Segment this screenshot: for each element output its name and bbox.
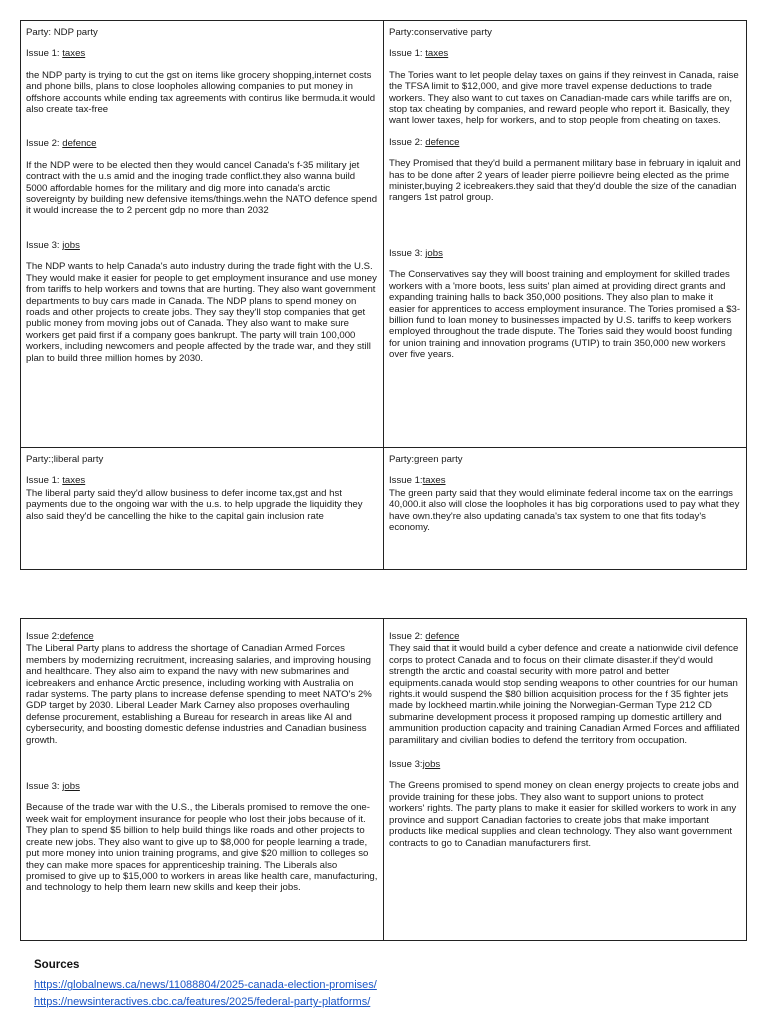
issue-heading bbox=[389, 137, 741, 148]
issue-prefix: Issue 1: bbox=[26, 48, 63, 60]
issue-text: Because of the trade war with the U.S., the Liberals promised to remove the one-week wait for employment insurance for people who lost their jobs because of it. They plan to spend $5 billion to help build things like roads and other projects to create new jobs. They also want to give up to $8,000 for people learning a trade, put more money into union training programs, and give $20 million to colleges so they can make more spaces for apprenticeship training. The Liberals also promised to give up to $15,000 to workers in areas like health care, manufacturing, and technology to help them learn new skills and keep their jobs. bbox=[26, 802, 378, 894]
issue-topic: jobs bbox=[62, 781, 80, 793]
issue-text: The NDP wants to help Canada's auto industry during the trade fight with the U.S. They would make it easier for people to get employment insurance and use money from tariffs to help workers and towns that are hurting. They also want government departments to buy cars made in Canada. The NDP plans to spend money on roads and other projects to create jobs. They say they'll stop companies that get public money from moving jobs out of Canada. They also want to make sure workers get paid first if a company goes bankrupt. The party will train 100,000 workers, including newcomers and people affected by the trade war, and they still plan to build three million homes by 2030. bbox=[26, 261, 377, 364]
table-row bbox=[21, 448, 747, 570]
issue-prefix: Issue 1: bbox=[389, 475, 423, 487]
issue-topic: jobs bbox=[422, 759, 441, 771]
issue-topic: taxes bbox=[62, 475, 86, 487]
party-platform-table-bottom bbox=[20, 618, 747, 941]
issue-heading bbox=[389, 48, 741, 59]
issue-prefix: Issue 1: bbox=[26, 475, 63, 487]
issue-heading bbox=[26, 138, 378, 149]
green-cell bbox=[384, 619, 747, 941]
issue-topic: defence bbox=[59, 631, 94, 642]
sources-section bbox=[34, 960, 377, 1011]
issue-text: The green party said that they would eliminate federal income tax on the earrings 40,000.it also will close the loopholes it has big corporations used to pay what they have own.they're also updating canada's tax system to one that fits today's economy. bbox=[389, 487, 740, 534]
issue-text: They Promised that they'd build a permanent military base in february in iqaluit and has to be done after 2 years of leader pierre poilievre being elected as the prime minister,buying 2 icebreakers.they said that they'd double the size of the canadian rangers 1st patrol group. bbox=[389, 158, 741, 204]
source-link[interactable]: https://newsinteractives.cbc.ca/features/2025/federal-party-platforms/ bbox=[34, 996, 371, 1009]
party-name: Party:green party bbox=[389, 454, 463, 465]
issue-topic: jobs bbox=[62, 239, 80, 251]
ndp-cell bbox=[21, 21, 384, 448]
issue-heading bbox=[26, 781, 378, 792]
party-name: Party: NDP party bbox=[26, 27, 98, 38]
issue-topic: defence bbox=[62, 138, 97, 150]
issue-topic: defence bbox=[425, 631, 460, 642]
issue-prefix: Issue 2: bbox=[389, 631, 426, 642]
issue-topic: defence bbox=[425, 136, 460, 148]
source-link[interactable]: https://globalnews.ca/news/11088804/2025-canada-election-promises/ bbox=[34, 979, 377, 992]
issue-topic: jobs bbox=[425, 247, 443, 259]
issue-text: the NDP party is trying to cut the gst on items like grocery shopping,internet costs and phone bills, plans to close loopholes allowing companies to put money in offshore accounts while ending tax agreements with contirus like bermuda.it would also create tax-free bbox=[26, 69, 376, 116]
green-cell bbox=[384, 448, 747, 570]
issue-prefix: Issue 2: bbox=[26, 631, 60, 642]
party-platform-table-top bbox=[20, 20, 747, 570]
issue-heading bbox=[389, 759, 741, 770]
issue-text: The liberal party said they'd allow business to defer income tax,gst and hst payments due to the ongoing war with the u.s. to help upgrade the liquidity they also said they'd be cancelling the hike to the capital gain inclusion rate bbox=[26, 487, 363, 522]
party-name: Party:conservative party bbox=[389, 27, 492, 38]
issue-prefix: Issue 2: bbox=[26, 138, 63, 150]
conservative-cell bbox=[384, 21, 747, 448]
issue-prefix: Issue 2: bbox=[389, 136, 426, 148]
issue-heading bbox=[26, 48, 378, 59]
issue-heading bbox=[389, 475, 741, 486]
issue-text: The Conservatives say they will boost training and employment for skilled trades workers with a 'more boots, less suits' plan aimed at providing direct grants and expanding training halls to back 350,000 positions. They also plan to make it easier for apprentices to access employment insurance. The Tories promised a $3-billion fund to loan money to businesses impacted by U.S. tariffs to keep workers employed throughout the trade dispute. The Tories said they would boost funding for union training and innovation programs (UTIP) to train 350,000 new workers over five years. bbox=[389, 269, 741, 361]
issue-text: The Liberal Party plans to address the shortage of Canadian Armed Forces members by modernizing recruitment, increasing salaries, and improving housing and healthcare. They also aim to expand the navy with new submarines and icebreakers and enhance Arctic presence, including working with Australia on radar systems. The party plans to increase defense spending to meet NATO's 2% GDP target by 2030. Liberal Leader Mark Carney also proposes overhauling defense procurement, establishing a Bureau for research in areas like AI and cybersecurity, and boosting domestic defense industries and Canadian business growth. bbox=[26, 643, 372, 746]
issue-text: The Tories want to let people delay taxes on gains if they reinvest in Canada, raise the TFSA limit to $12,000, and give more travel expense deductions to trade workers. They also want to cut taxes on Canadian-made cars while tariffs are on, stop tax cheating by companies, and reward people who report it. Basically, they want lower taxes, help for workers, and to stop people from cheating on taxes. bbox=[389, 69, 739, 127]
issue-topic: taxes bbox=[62, 48, 86, 60]
issue-heading bbox=[26, 475, 378, 486]
issue-prefix: Issue 3: bbox=[26, 781, 63, 793]
issue-topic: taxes bbox=[425, 48, 449, 60]
issue-text: If the NDP were to be elected then they would cancel Canada's f-35 military jet contract with the u.s amid and the inoging trade conflict.they also wanna build 5000 affordable homes for the military and dig more into canada's arctic sovereignty by building new defensive items/things.wehn the NATO defence spend it would increase the to 2 percent gdp no more than 2032 bbox=[26, 159, 378, 217]
issue-heading bbox=[389, 248, 741, 259]
issue-heading bbox=[389, 631, 741, 642]
issue-prefix: Issue 1: bbox=[389, 48, 426, 60]
issue-text: They said that it would build a cyber defence and create a nationwide civil defence corps to protect Canada and to focus on their climate disaster.if they'd would strength the arctic and coastal security with more patrol and better equipments.canada would stop sending weapons to other countries for our human rights.it would suspend the $80 billion acquisition process for the f 35 fighter jets made by lockheed martin.while joining the Norwegian-German Type 212 CD submarine development process it proposed ramping up domestic artillery and ammunition production capacity and training Canadian Armed Forces and affiliated paramilitary and civilian bodies to defend the territory from occupation. bbox=[389, 643, 740, 746]
liberal-cell bbox=[21, 448, 384, 570]
issue-topic: taxes bbox=[422, 475, 446, 487]
issue-prefix: Issue 3: bbox=[389, 247, 426, 259]
issue-prefix: Issue 3: bbox=[389, 759, 423, 771]
party-name: Party:;liberal party bbox=[26, 454, 104, 465]
issue-text: The Greens promised to spend money on clean energy projects to create jobs and provide training for these jobs. They also want to support unions to protect workers' rights. The party plans to make it easier for skilled workers to work in any province and support Canadian factories to create jobs that make important products like medical supplies and clean technology. They also want government contracts to go to Canadian manufacturers first. bbox=[389, 780, 739, 849]
issue-heading bbox=[26, 240, 378, 251]
table-row bbox=[21, 21, 747, 448]
issue-prefix: Issue 3: bbox=[26, 239, 63, 251]
issue-heading bbox=[26, 631, 378, 642]
sources-title: Sources bbox=[34, 959, 80, 971]
table-row bbox=[21, 619, 747, 941]
liberal-cell bbox=[21, 619, 384, 941]
